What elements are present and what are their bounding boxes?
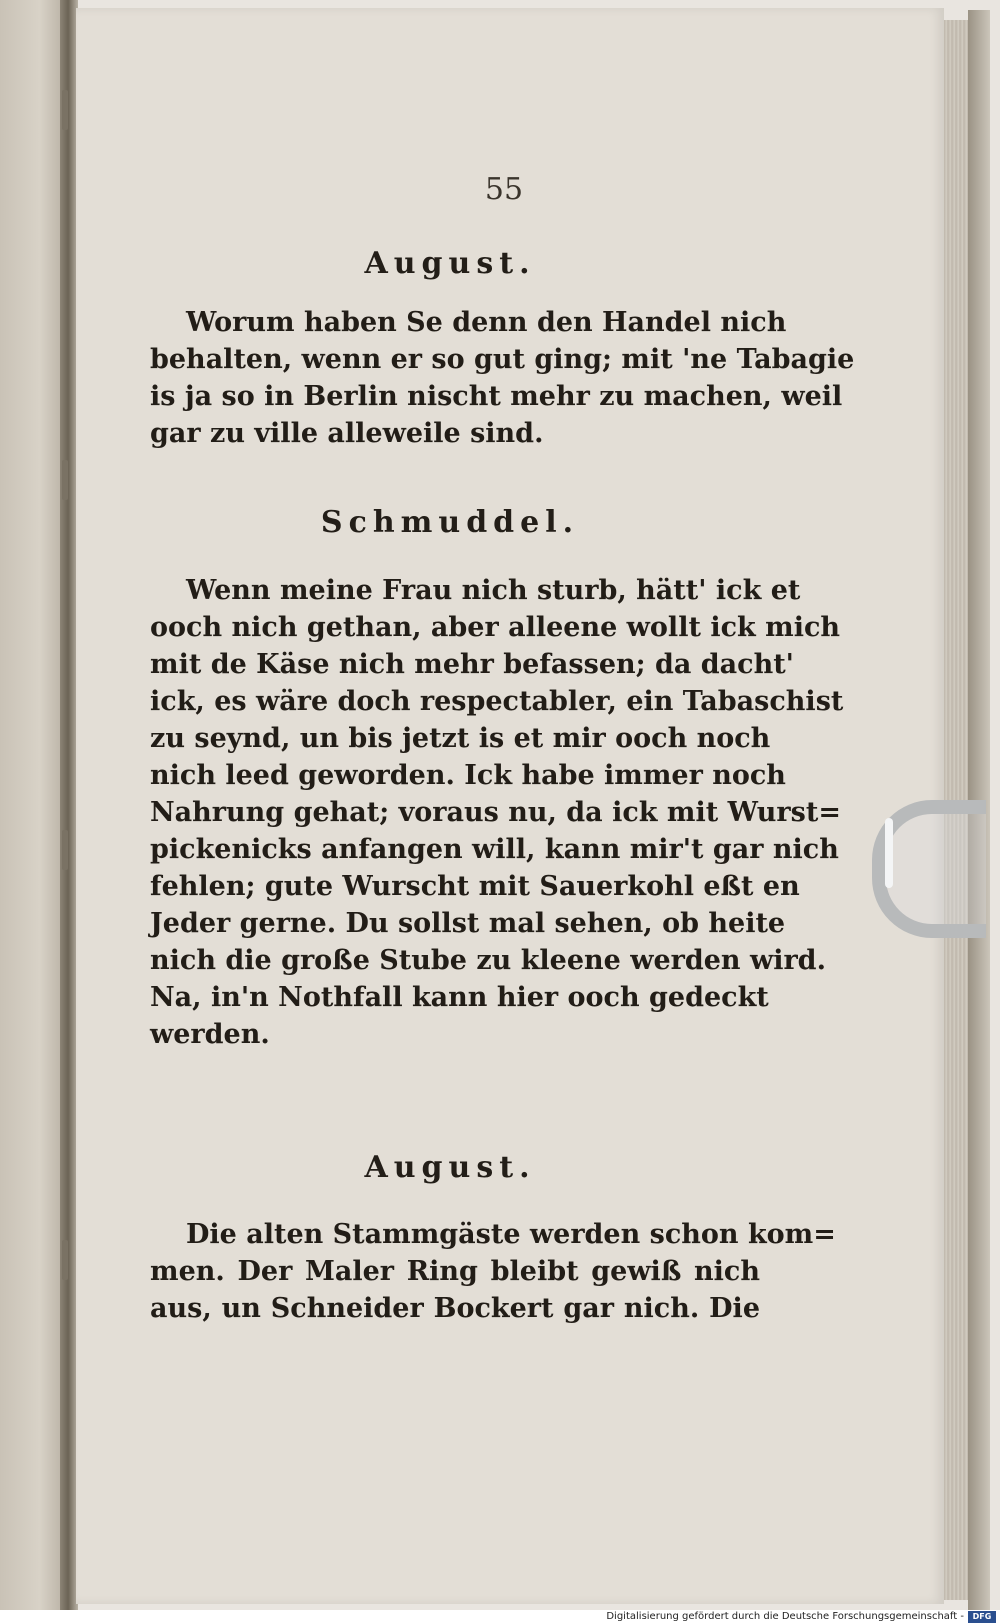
text-line: Wenn meine Frau nich sturb, hätt' ick et (186, 575, 801, 606)
page-number: 55 (484, 172, 524, 207)
funding-credit: Digitalisierung gefördert durch die Deutsche Forschungsgemeinschaft - (606, 1611, 964, 1622)
text-line: nich leed geworden. Ick habe immer noch (150, 760, 786, 791)
text-line: pickenicks anfangen will, kann mir't gar nich (150, 834, 839, 865)
dfg-logo: DFG (968, 1611, 996, 1623)
text-line: ick, es wäre doch respectabler, ein Tabaschist (150, 686, 844, 717)
text-line: Jeder gerne. Du sollst mal sehen, ob heite (150, 908, 786, 939)
text-line: Na, in'n Nothfall kann hier ooch gedeckt (150, 982, 769, 1013)
text-line: nich die große Stube zu kleene werden wird. (150, 945, 826, 976)
text-line: men. Der Maler Ring bleibt gewiß nich (150, 1256, 760, 1287)
binding-thread (62, 830, 68, 870)
text-line: is ja so in Berlin nischt mehr zu machen, weil (150, 381, 843, 412)
text-line: aus, un Schneider Bockert gar nich. Die (150, 1293, 760, 1324)
digitization-footer (0, 1610, 1000, 1624)
binding-thread (62, 1240, 68, 1280)
speaker-heading: August. (364, 246, 536, 281)
binding-thread (62, 460, 68, 500)
text-line: gar zu ville alleweile sind. (150, 418, 544, 449)
speaker-heading: August. (364, 1150, 536, 1185)
text-line: behalten, wenn er so gut ging; mit 'ne Tabagie (150, 344, 855, 375)
text-line: fehlen; gute Wurscht mit Sauerkohl eßt en (150, 871, 800, 902)
facing-page-edge (0, 0, 66, 1610)
text-line: werden. (150, 1019, 270, 1050)
text-line: ooch nich gethan, aber alleene wollt ick mich (150, 612, 841, 643)
dialogue-paragraph (150, 1216, 836, 1327)
text-line: Nahrung gehat; voraus nu, da ick mit Wurst= (150, 797, 841, 828)
text-line: mit de Käse nich mehr befassen; da dacht' (150, 649, 794, 680)
dialogue-paragraph (150, 304, 855, 452)
dialogue-paragraph (150, 572, 844, 1053)
text-line: Die alten Stammgäste werden schon kom= (186, 1219, 836, 1250)
text-line: Worum haben Se denn den Handel nich (186, 307, 787, 338)
text-line: zu seynd, un bis jetzt is et mir ooch noch (150, 723, 771, 754)
speaker-heading: Schmuddel. (320, 505, 580, 540)
binding-thread (62, 90, 68, 130)
page-clip-highlight (885, 818, 893, 888)
